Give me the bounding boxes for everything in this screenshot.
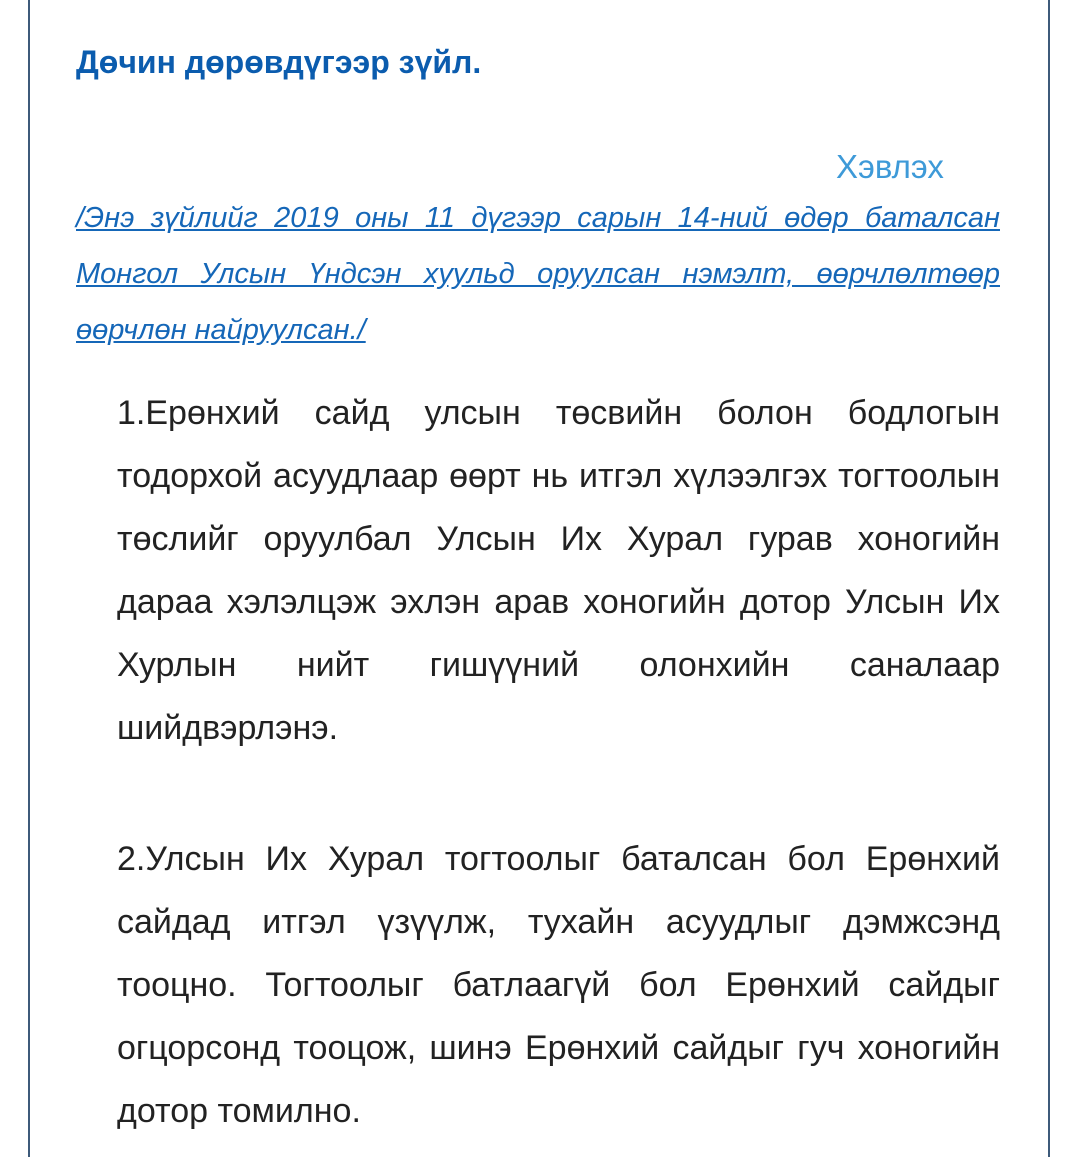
article-title: Дөчин дөрөвдүгээр зүйл. — [76, 44, 482, 80]
clause-2: 2.Улсын Их Хурал тогтоолыг баталсан бол Ерөнхий сайдад итгэл үзүүлж, тухайн асуудлыг дэмжсэнд тооцно. Тогтоолыг батлаагүй бол Ерөнхий сайдыг огцорсонд тооцож, шинэ Ерөнхий сайдыг гуч хоногийн дотор томилно. — [117, 840, 1000, 1130]
print-link[interactable]: Хэвлэх — [836, 148, 944, 185]
article-frame — [28, 0, 1050, 1157]
amendment-note-link[interactable]: /Энэ зүйлийг 2019 оны 11 дүгээр сарын 14-ний өдөр баталсан Монгол Улсын Үндсэн хуульд оруулсан нэмэлт, өөрчлөлтөөр өөрчлөн найруулсан./ — [76, 202, 1000, 346]
clause-1: 1.Ерөнхий сайд улсын төсвийн болон бодлогын тодорхой асуудлаар өөрт нь итгэл хүлээлгэх тогтоолын төслийг оруулбал Улсын Их Хурал гурав хоногийн дараа хэлэлцэж эхлэн арав хоногийн дотор Улсын Их Хурлын нийт гишүүний олонхийн саналаар шийдвэрлэнэ. — [117, 394, 1000, 747]
